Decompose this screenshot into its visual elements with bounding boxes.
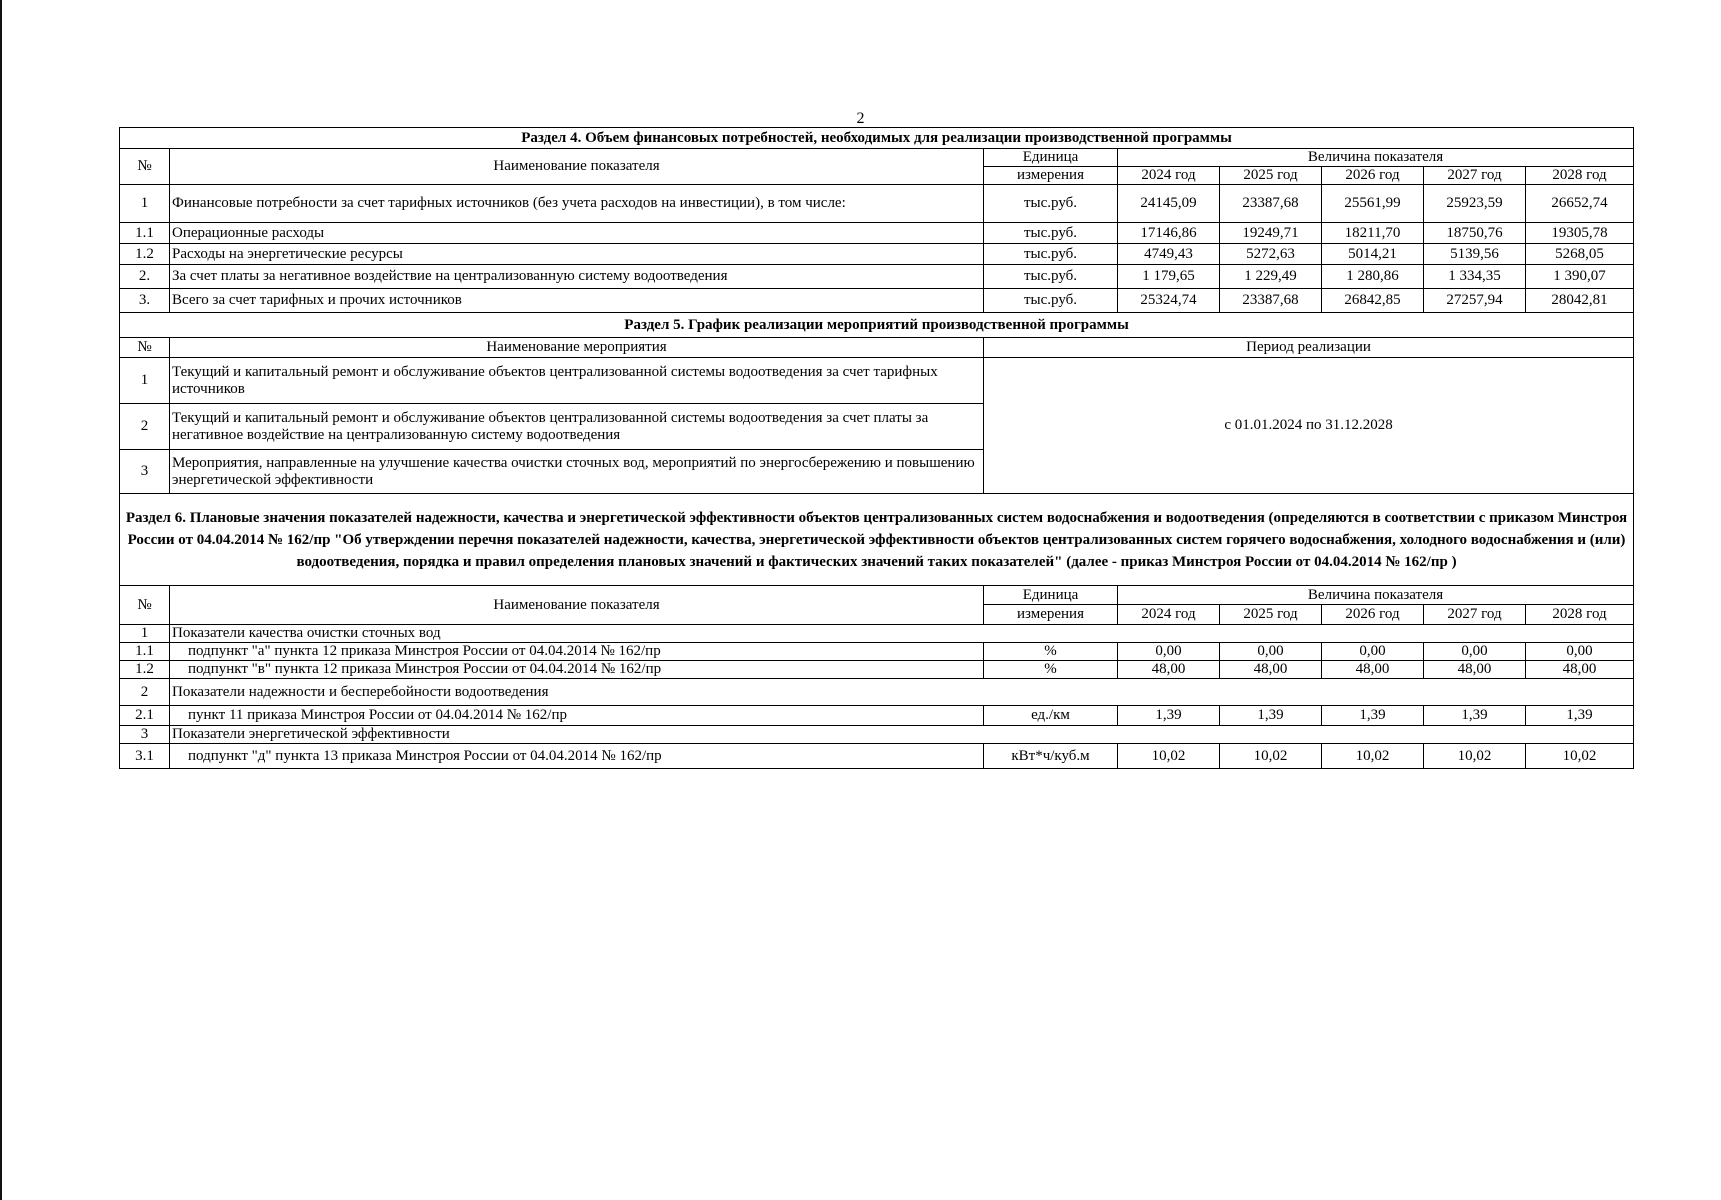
section4-row (120, 244, 1634, 265)
year-header: 2027 год (1424, 605, 1526, 625)
year-value: 26842,85 (1322, 289, 1424, 313)
document-table (119, 127, 1634, 769)
year-value: 48,00 (1118, 661, 1220, 679)
year-header: 2025 год (1220, 167, 1322, 185)
year-header: 2027 год (1424, 167, 1526, 185)
year-value: 10,02 (1322, 744, 1424, 769)
indicator-name: подпункт "в" пункта 12 приказа Минстроя России от 04.04.2014 № 162/пр (170, 661, 984, 679)
year-header: 2024 год (1118, 167, 1220, 185)
year-value: 1 334,35 (1424, 265, 1526, 289)
year-value: 5139,56 (1424, 244, 1526, 265)
unit-value: тыс.руб. (984, 185, 1118, 223)
row-number: 1 (120, 185, 170, 223)
unit-value: ед./км (984, 706, 1118, 726)
row-number: 1.2 (120, 661, 170, 679)
unit-value: тыс.руб. (984, 265, 1118, 289)
section4-title: Раздел 4. Объем финансовых потребностей, необходимых для реализации производственной программы (120, 128, 1634, 149)
event-name: Мероприятия, направленные на улучшение качества очистки сточных вод, мероприятий по энергосбережению и повышению энергетической эффективности (170, 450, 984, 494)
section6-item-row (120, 706, 1634, 726)
section6-group-row (120, 726, 1634, 744)
section5-title-row (120, 313, 1634, 338)
unit-value: % (984, 661, 1118, 679)
year-value: 27257,94 (1424, 289, 1526, 313)
indicator-name: Расходы на энергетические ресурсы (170, 244, 984, 265)
year-value: 48,00 (1220, 661, 1322, 679)
year-value: 1,39 (1220, 706, 1322, 726)
group-number: 1 (120, 625, 170, 643)
section5-title: Раздел 5. График реализации мероприятий производственной программы (120, 313, 1634, 338)
row-number: 2.1 (120, 706, 170, 726)
year-value: 25923,59 (1424, 185, 1526, 223)
indicator-name: подпункт "а" пункта 12 приказа Минстроя России от 04.04.2014 № 162/пр (170, 643, 984, 661)
year-value: 0,00 (1322, 643, 1424, 661)
row-number: 1.1 (120, 223, 170, 244)
year-value: 5014,21 (1322, 244, 1424, 265)
unit-header-line1: Единица (984, 586, 1118, 605)
group-number: 3 (120, 726, 170, 744)
unit-header-line2: измерения (984, 167, 1118, 185)
section6-item-row (120, 744, 1634, 769)
year-value: 18750,76 (1424, 223, 1526, 244)
year-header: 2026 год (1322, 167, 1424, 185)
unit-value: % (984, 643, 1118, 661)
section4-title-row (120, 128, 1634, 149)
num-header: № (120, 338, 170, 358)
year-value: 1,39 (1118, 706, 1220, 726)
year-header: 2028 год (1526, 167, 1634, 185)
year-value: 19305,78 (1526, 223, 1634, 244)
section5-header-row (120, 338, 1634, 358)
year-value: 19249,71 (1220, 223, 1322, 244)
year-value: 1,39 (1322, 706, 1424, 726)
indicator-name: подпункт "д" пункта 13 приказа Минстроя России от 04.04.2014 № 162/пр (170, 744, 984, 769)
event-name-header: Наименование мероприятия (170, 338, 984, 358)
year-value: 0,00 (1220, 643, 1322, 661)
indicator-name: Операционные расходы (170, 223, 984, 244)
section6-group-row (120, 625, 1634, 643)
section4-row (120, 185, 1634, 223)
year-value: 24145,09 (1118, 185, 1220, 223)
year-value: 10,02 (1118, 744, 1220, 769)
section6-header-row (120, 586, 1634, 605)
year-value: 17146,86 (1118, 223, 1220, 244)
year-value: 25324,74 (1118, 289, 1220, 313)
name-header: Наименование показателя (170, 586, 984, 625)
year-value: 26652,74 (1526, 185, 1634, 223)
section4-header-row (120, 149, 1634, 167)
event-name: Текущий и капитальный ремонт и обслуживание объектов централизованной системы водоотведения за счет платы за негативное воздействие на централизованную систему водоотведения (170, 404, 984, 450)
year-value: 1 229,49 (1220, 265, 1322, 289)
row-number: 1 (120, 358, 170, 404)
year-value: 23387,68 (1220, 289, 1322, 313)
name-header: Наименование показателя (170, 149, 984, 185)
period-value: с 01.01.2024 по 31.12.2028 (984, 358, 1634, 494)
row-number: 1.1 (120, 643, 170, 661)
unit-header-line1: Единица (984, 149, 1118, 167)
row-number: 3.1 (120, 744, 170, 769)
year-value: 1 179,65 (1118, 265, 1220, 289)
section5-row (120, 358, 1634, 404)
year-value: 48,00 (1322, 661, 1424, 679)
row-number: 1.2 (120, 244, 170, 265)
year-value: 1,39 (1424, 706, 1526, 726)
year-value: 0,00 (1118, 643, 1220, 661)
indicator-name: За счет платы за негативное воздействие на централизованную систему водоотведения (170, 265, 984, 289)
year-value: 10,02 (1526, 744, 1634, 769)
group-name: Показатели энергетической эффективности (170, 726, 1634, 744)
section6-title: Раздел 6. Плановые значения показателей надежности, качества и энергетической эффективности объектов централизованных систем водоснабжения и водоотведения (определяются в соответствии с приказом Минстроя России от 04.04.2014 № 162/пр "Об утверждении перечня показателей надежности, качества, энергетической эффективности объектов централизованных систем горячего водоснабжения, холодного водоснабжения и (или) водоотведения, порядка и правил определения плановых значений и фактических значений таких показателей" (далее - приказ Минстроя России от 04.04.2014 № 162/пр ) (120, 494, 1634, 586)
indicator-name: пункт 11 приказа Минстроя России от 04.04.2014 № 162/пр (170, 706, 984, 726)
num-header: № (120, 149, 170, 185)
section4-row (120, 289, 1634, 313)
section6-item-row (120, 643, 1634, 661)
unit-value: кВт*ч/куб.м (984, 744, 1118, 769)
year-value: 1 390,07 (1526, 265, 1634, 289)
year-header: 2025 год (1220, 605, 1322, 625)
year-value: 4749,43 (1118, 244, 1220, 265)
year-value: 0,00 (1526, 643, 1634, 661)
section6-item-row (120, 661, 1634, 679)
unit-header-line2: измерения (984, 605, 1118, 625)
indicator-name: Финансовые потребности за счет тарифных источников (без учета расходов на инвестиции), в том числе: (170, 185, 984, 223)
row-number: 2 (120, 404, 170, 450)
year-value: 1 280,86 (1322, 265, 1424, 289)
group-number: 2 (120, 679, 170, 706)
year-value: 5272,63 (1220, 244, 1322, 265)
unit-value: тыс.руб. (984, 223, 1118, 244)
page-number: 2 (856, 110, 865, 127)
indicator-name: Всего за счет тарифных и прочих источников (170, 289, 984, 313)
unit-value: тыс.руб. (984, 289, 1118, 313)
row-number: 3 (120, 450, 170, 494)
section4-row (120, 223, 1634, 244)
group-name: Показатели надежности и бесперебойности водоотведения (170, 679, 1634, 706)
group-name: Показатели качества очистки сточных вод (170, 625, 1634, 643)
period-header: Период реализации (984, 338, 1634, 358)
unit-value: тыс.руб. (984, 244, 1118, 265)
num-header: № (120, 586, 170, 625)
year-header: 2028 год (1526, 605, 1634, 625)
row-number: 2. (120, 265, 170, 289)
year-value: 25561,99 (1322, 185, 1424, 223)
year-value: 23387,68 (1220, 185, 1322, 223)
event-name: Текущий и капитальный ремонт и обслуживание объектов централизованной системы водоотведения за счет тарифных источников (170, 358, 984, 404)
row-number: 3. (120, 289, 170, 313)
year-value: 0,00 (1424, 643, 1526, 661)
year-value: 48,00 (1424, 661, 1526, 679)
section6-group-row (120, 679, 1634, 706)
year-value: 18211,70 (1322, 223, 1424, 244)
year-value: 28042,81 (1526, 289, 1634, 313)
year-header: 2024 год (1118, 605, 1220, 625)
section6-title-row (120, 494, 1634, 586)
page-edge-line (0, 0, 2, 1200)
year-value: 10,02 (1220, 744, 1322, 769)
year-value: 1,39 (1526, 706, 1634, 726)
section4-row (120, 265, 1634, 289)
values-header: Величина показателя (1118, 149, 1634, 167)
year-value: 5268,05 (1526, 244, 1634, 265)
year-value: 48,00 (1526, 661, 1634, 679)
year-value: 10,02 (1424, 744, 1526, 769)
year-header: 2026 год (1322, 605, 1424, 625)
values-header: Величина показателя (1118, 586, 1634, 605)
